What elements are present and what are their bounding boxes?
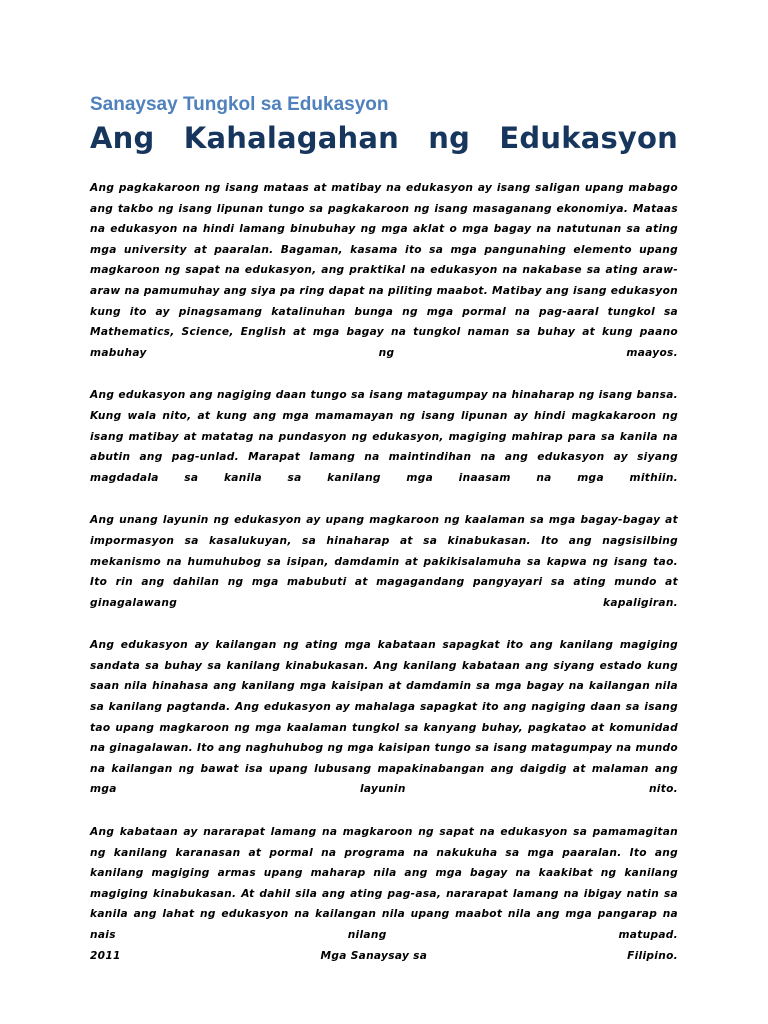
footer-center: Mga Sanaysay sa [320,949,428,962]
document-page [90,92,678,966]
paragraph-5: Ang kabataan ay nararapat lamang na magkaroon ng sapat na edukasyon sa pamamagitan ng kanilang karanasan at pormal na programa na nakukuha sa mga paaralan. Ito ang kanilang magiging armas upang maharap nila ang mga bagay na kaakibat ng kanilang magiging kinabukasan. At dahil sila ang ating pag-asa, nararapat lamang na ibigay natin sa kanila ang lahat ng edukasyon na kailangan nila upang maabot nila ang mga pangarap na nais nilang matupad. [90,826,678,941]
document-title: Ang Kahalagahan ng Edukasyon [90,121,678,155]
paragraph-1: Ang pagkakaroon ng isang mataas at matibay na edukasyon ay isang saligan upang mabago ang takbo ng isang lipunan tungo sa pagkakaroon ng isang masaganang ekonomiya. Mataas na edukasyon na hindi lamang binubuhay ng mga aklat o mga bagay na natutunan sa ating mga university at paaralan. Bagaman, kasama ito sa mga pangunahing elemento upang magkaroon ng sapat na edukasyon, ang praktikal na edukasyon na nakabase sa ating araw-araw na pamumuhay ang siya pa ring dapat na piliting maabot. Matibay ang isang edukasyon kung ito ay pinagsamang katalinuhan bunga ng mga pormal na pag-aaral tungkol sa Mathematics, Science, English at mga bagay na tungkol naman sa buhay at kung paano mabuhay ng maayos. [90,182,678,359]
document-body [90,178,678,966]
footer-right: Filipino. [627,949,678,962]
document-subtitle: Sanaysay Tungkol sa Edukasyon [90,94,389,115]
paragraph-4: Ang edukasyon ay kailangan ng ating mga kabataan sapagkat ito ang kanilang magiging sandata sa buhay sa kanilang kinabukasan. Ang kanilang kabataan ang siyang estado kung saan nila hinahasa ang kanilang mga kaisipan at damdamin sa mga bagay na kailangan nila sa kanilang pagtanda. Ang edukasyon ay mahalaga sapagkat ito ang nagiging daan sa isang tao upang magkaroon ng mga kaalaman tungkol sa kanyang buhay, pagkatao at komunidad na ginagalawan. Ito ang naghuhubog ng mga kaisipan tungo sa isang matagumpay na mundo na kailangan ng bawat isa upang lubusang mapakinabangan ang daigdig at malaman ang mga layunin nito. [90,639,678,796]
document-footer [90,946,678,967]
paragraph-2: Ang edukasyon ang nagiging daan tungo sa isang matagumpay na hinaharap ng isang bansa. Kung wala nito, at kung ang mga mamamayan ng isang lipunan ay hindi magkakaroon ng isang matibay at matatag na pundasyon ng edukasyon, magiging mahirap para sa kanila na abutin ang pag-unlad. Marapat lamang na maintindihan na ang edukasyon ay siyang magdadala sa kanila sa kanilang mga inaasam na mga mithiin. [90,389,678,484]
footer-year: 2011 [90,949,121,962]
paragraph-3: Ang unang layunin ng edukasyon ay upang magkaroon ng kaalaman sa mga bagay-bagay at impormasyon sa kasalukuyan, sa hinaharap at sa kinabukasan. Ito ang nagsisilbing mekanismo na humuhubog sa isipan, damdamin at pakikisalamuha sa kapwa ng isang tao. Ito rin ang dahilan ng mga mabubuti at magagandang pangyayari sa ating mundo at ginagalawang kapaligiran. [90,514,678,609]
